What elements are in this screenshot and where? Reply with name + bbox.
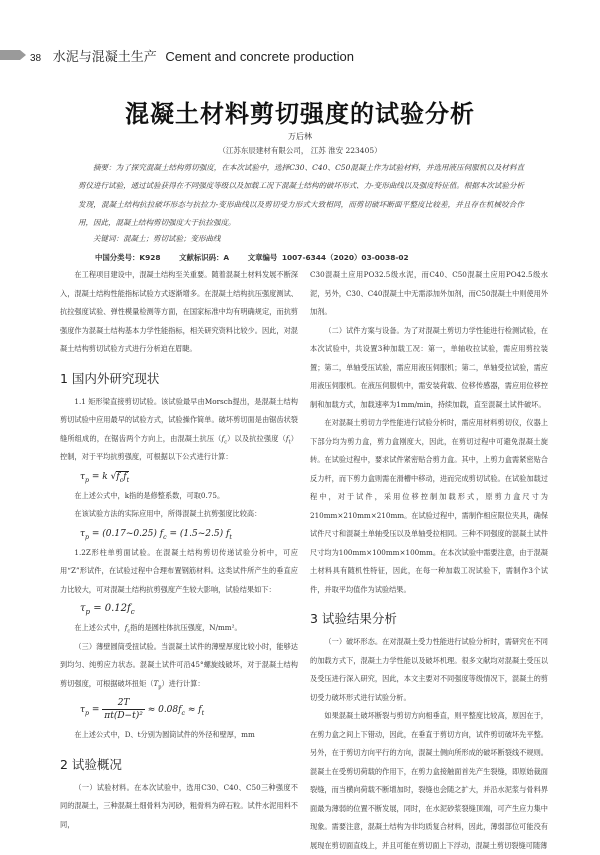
header-tab-marker <box>0 50 20 60</box>
paragraph-1-3: （三）薄壁圆筒受扭试验。当混凝土试件的薄壁厚度比较小时，能够达到均匀、纯剪应力状态。混凝土试件可沿45°螺旋线破坏，对于混凝土结构剪切强度，可根据破坏扭矩$(T_p)$进行计算： <box>60 641 298 690</box>
formula-2: $\tau_p$ = (0.17~0.25) $f_c$ = (1.5~2.5) $f_t$ <box>80 528 232 541</box>
paragraph-1-1: 1.1 矩形梁直接剪切试验。该试验最早由Morsch提出，是混凝土结构剪切试验中应用最早的试验方式，试验操作简单。破坏剪切面是由锯齿状裂缝所组成的，在锯齿两个方向上，由混凝土抗压$(f_c)$以及抗拉强度$(f_t)$控制，对于平均抗剪强度，可根据以下公式进行计算： <box>60 396 298 461</box>
formula-4: $\tau_p$ = $\frac{2T}{\text{πt(D−t)²}}$ ≈ $0.08f_c \approx f_t$ <box>80 698 205 721</box>
abstract: 摘要：为了探究混凝土结构剪切强度，在本次试验中，选择C30、C40、C50混凝土作为试验材料，并选用液压伺服机以及材料直剪仪进行试验，通过试验获得在不同强度等级以及加载工况下混凝土结构的破坏形式、力-变形曲线以及强度特征值。根据本次试验分析发现，混凝土结构抗拉破坏形态与抗拉力-变形曲线以及剪切受力形式大致相同，而剪切破坏断面平整度比较差，并且存在机械咬合作用，因此，混凝土结构剪切强度大于抗拉强度。 <box>78 163 524 227</box>
paragraph-2-2: （二）试件方案与设备。为了对混凝土剪切力学性能进行检测试验，在本次试验中，共设置3种加载工况：第一，单轴收拉试验，需应用剪拉装置；第二，单轴受压试验，需应用液压伺服机；第二，单轴受拉试验，需应用液压伺服机。在液压伺服机中，需安装荷载、位移传感器，需应用位移控制和加载方式，加载速率为1mm/min，持续加载，直至混凝土试件破坏。 <box>310 325 548 409</box>
paragraph-3-2: 如果混凝土破坏断裂与剪切方向相垂直，则平整度比较高，原因在于，在剪力盒之间上下错动，因此，在垂直于剪切方向，试件剪切破坏先平整。另外，在于剪切方向平行的方向，混凝土侧向所形成的破坏断裂线不规则。混凝土在受剪切荷载的作用下，在剪力盒接触面首先产生裂缝，即原始裁面裂缝，而当横向荷载不断增加时，裂缝也会随之扩大，并沿水泥浆与骨料界面最为薄弱的位置不断发展，同时，在水泥砂浆裂缝顶端，可产生应力集中现象。需要注意，混凝土结构为非均质复合材料，因此，薄弱部位可能没有展现在剪切面直线上，并且可能在剪切面上下浮动，混凝土剪切裂缝可随薄 <box>310 711 548 850</box>
formula-1: $\tau_p = k$ $√f_cf_t$ <box>80 471 130 484</box>
author: 万后林 <box>288 132 312 141</box>
page-number: 38 <box>30 53 42 64</box>
journal-name-cn: 水泥与混凝土生产 <box>52 49 157 64</box>
classification-line <box>95 252 423 263</box>
affiliation: （江苏东辰建材有限公司， 江苏 淮安 223405） <box>218 146 382 155</box>
article-number: 文章编号 1007-6344（2020）03-0038-02 <box>247 253 409 262</box>
formula-1-note: 在上述公式中，k指的是修整系数，可取0.75。 <box>74 490 225 500</box>
intro-paragraph: 在工程项目建设中，混凝土结构至关重要。随着混凝土材料发展不断深入，混凝土结构性能指标试验方式逐渐增多。在混凝土结构抗压强度测试、抗拉强度试验、弹性模量检测等方面，在国家标准中均有明确规定，而抗剪强度作为混凝土结构基本力学性能指标，相关研究资料比较少。因此，对混凝土结构剪切试验方式进行分析迫在眉睫。 <box>60 270 298 353</box>
article-title: 混凝土材料剪切强度的试验分析 <box>125 99 475 128</box>
paragraph-1-2: 1.2Z形柱单剪面试验。在混凝土结构剪切传递试验分析中，可应用“Z”形试件，在试验过程中合理布置钢筋材料。这类试件所产生的垂直应力比较大，可对混凝土结构抗剪强度产生较大影响，试验结果如下： <box>60 547 298 594</box>
paragraph-2-1-continued: C30混凝土应用PO32.5级水泥，而C40、C50混凝土应用PO42.5级水泥，另外，C30、C40混凝土中无需添加外加剂，而C50混凝土中则使用外加剂。 <box>310 270 549 316</box>
clc-number: 中国分类号：K928 <box>95 253 161 262</box>
paragraph-2-1: （一）试验材料。在本次试验中，选用C30、C40、C50三种强度不同的混凝土，三种混凝土细骨料为河砂，粗骨料为碎石粒。试件水泥用料不同， <box>60 782 298 829</box>
journal-name-en: Cement and concrete production <box>165 49 355 64</box>
document-code: 文献标识码：A <box>179 253 230 262</box>
left-column <box>60 266 298 834</box>
running-header <box>30 46 354 65</box>
keywords: 关键词：混凝土；剪切试验；变形曲线 <box>93 234 221 243</box>
section-heading-3: 3 试验结果分析 <box>310 611 397 626</box>
paragraph-application: 在该试验方法的实际应用中，所得混凝土抗剪强度比较高： <box>74 509 262 518</box>
paragraph-2-3: 在对混凝土剪切力学性能进行试验分析时，需应用材料剪切仪，仪器上下部分均为剪力盒，剪力盒刚度大，因此，在剪切过程中可避免混凝土旋转。在试验过程中，要求试件紧密贴合剪力盒。其中，上剪力盒需紧密贴合反力杆，而下剪力盒则需在滑槽中移动，进而完成剪切试验。在试验加载过程中，对于试件，采用位移控制加载形式，原剪力盒尺寸为210mm×210mm×210mm。在试验过程中，需制作相应限位夹具，确保试件尺寸和混凝土单轴受压以及单轴受拉相同。三种不同强度的混凝土试件尺寸均为100mm×100mm×100mm。在本次试验中需要注意，由于混凝土材料具有随机性特征，因此，在每一种加载工况试验下，需制作3个试件，并取平均值作为试验结果。 <box>310 418 548 594</box>
formula-3-note: 在上述公式中，$f_c$指的是圆柱体抗压强度，N/mm²。 <box>74 623 242 635</box>
right-column <box>310 266 548 855</box>
formula-4-note: 在上述公式中，D、t分别为圆筒试件的外径和壁厚，mm <box>74 730 255 739</box>
formula-3: $\tau_p = 0.12f_c$ <box>80 603 135 616</box>
section-heading-1: 1 国内外研究现状 <box>60 370 160 386</box>
paragraph-3-1: （一）破坏形态。在对混凝土受力性能进行试验分析时，需研究在不同的加载方式下，混凝土力学性能以及破坏机理。很多文献均对混凝土受压以及受压进行深入研究，因此，本文主要对不同强度等级情况下，混凝土的剪切受力破坏形式进行试验分析。 <box>310 637 548 702</box>
section-heading-2: 2 试验概况 <box>60 756 122 772</box>
